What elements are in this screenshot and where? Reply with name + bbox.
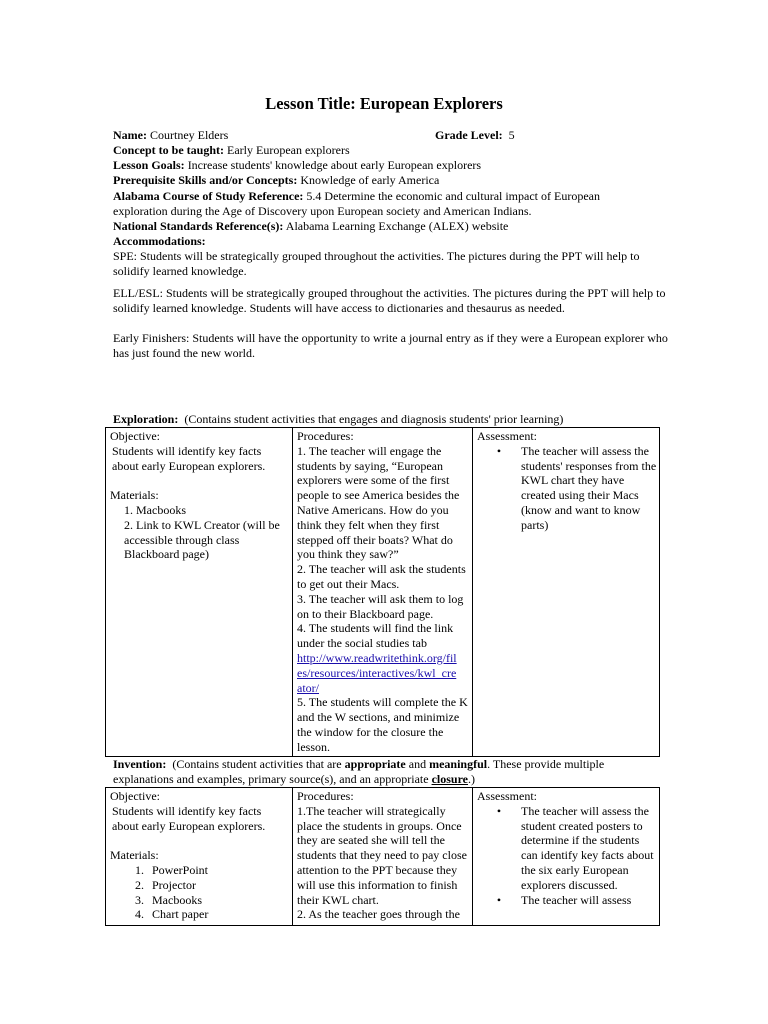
assessment-bullet-item bbox=[477, 804, 657, 893]
objective-text: Students will identify key facts about early European explorers. bbox=[112, 443, 266, 473]
national-value: Alabama Learning Exchange (ALEX) website bbox=[285, 219, 509, 233]
procedure-step: 1.The teacher will strategically place the students in groups. Once they are seated she will tell the students that they need to pay close attention to the PPT because they will use this information to finish their KWL chart. bbox=[297, 803, 467, 907]
alabama-value-1: 5.4 Determine the economic and cultural impact of European bbox=[306, 189, 600, 203]
invention-desc-1: (Contains student activities that are bbox=[172, 757, 342, 771]
material-item bbox=[110, 518, 290, 562]
exploration-procedures-cell bbox=[293, 428, 473, 757]
materials-label: Materials: bbox=[110, 488, 159, 503]
objective-label: Objective: bbox=[110, 429, 160, 443]
material-text: Chart paper bbox=[152, 907, 209, 922]
material-item bbox=[110, 878, 290, 893]
exploration-label: Exploration: bbox=[113, 412, 179, 426]
alabama-line bbox=[113, 189, 600, 204]
material-item-text: 2. Link to KWL Creator (will be accessible through class Blackboard page) bbox=[124, 517, 280, 562]
prereq-value: Knowledge of early America bbox=[300, 173, 440, 187]
exploration-assessment-cell bbox=[473, 428, 660, 757]
appropriate-word: appropriate bbox=[344, 757, 406, 771]
and-word: and bbox=[408, 757, 427, 771]
objective-text: Students will identify key facts about early European explorers. bbox=[112, 803, 266, 833]
accommodation-early-finishers: Early Finishers: Students will have the opportunity to write a journal entry as if they were a European explorer who has just found the new world. bbox=[113, 331, 668, 360]
alabama-value-2: exploration during the Age of Discovery upon European society and American Indians. bbox=[113, 204, 532, 218]
material-item bbox=[110, 863, 290, 878]
exploration-table bbox=[105, 427, 660, 757]
concept-value: Early European explorers bbox=[227, 143, 350, 157]
alabama-label: Alabama Course of Study Reference: bbox=[113, 189, 304, 203]
procedure-step: 2. As the teacher goes through the bbox=[297, 907, 460, 922]
invention-assessment-cell bbox=[473, 788, 660, 926]
kwl-link-part-2[interactable]: es/resources/interactives/kwl_cre bbox=[297, 665, 457, 680]
procedures-label: Procedures: bbox=[297, 789, 354, 803]
material-num: 4. bbox=[135, 907, 144, 922]
material-num: 1. bbox=[135, 862, 144, 877]
assessment-text: The teacher will assess the student created posters to determine if the students can identify key facts about the six early European explorers discussed. bbox=[521, 803, 654, 892]
exploration-desc: (Contains student activities that engages and diagnosis students' prior learning) bbox=[184, 412, 564, 426]
grade-level-line bbox=[435, 128, 515, 143]
invention-desc-3: .) bbox=[468, 772, 476, 786]
accommodation-spe: SPE: Students will be strategically grouped throughout the activities. The pictures during the PPT will help to solidify learned knowledge. bbox=[113, 249, 640, 278]
kwl-link-part-3[interactable]: ator/ bbox=[297, 680, 319, 695]
concept-label: Concept to be taught: bbox=[113, 143, 224, 157]
procedure-step: 4. The students will find the link under the social studies tab bbox=[297, 621, 454, 651]
prereq-line bbox=[113, 173, 439, 188]
material-text: Macbooks bbox=[152, 892, 202, 907]
assessment-bullet-item bbox=[477, 893, 657, 908]
materials-label: Materials: bbox=[110, 848, 159, 863]
procedure-step: 5. The students will complete the K and the W sections, and minimize the window for the closure the lesson. bbox=[297, 695, 468, 754]
name-line bbox=[113, 128, 228, 143]
invention-procedures-cell bbox=[293, 788, 473, 926]
invention-objective-cell bbox=[106, 788, 293, 926]
assessment-label: Assessment: bbox=[477, 789, 537, 803]
material-text: Projector bbox=[152, 877, 196, 892]
bullet-icon: • bbox=[496, 892, 502, 907]
kwl-link-part-1[interactable]: http://www.readwritethink.org/fil bbox=[297, 650, 457, 665]
grade-value: 5 bbox=[508, 128, 515, 142]
concept-line bbox=[113, 143, 350, 158]
invention-desc-2: . These provide multiple explanations and examples, primary source(s), and an appropriate bbox=[113, 757, 605, 786]
procedure-step: 3. The teacher will ask them to log on to their Blackboard page. bbox=[297, 591, 464, 621]
exploration-objective-cell bbox=[106, 428, 293, 757]
bullet-icon: • bbox=[496, 443, 502, 458]
goals-value: Increase students' knowledge about early European explorers bbox=[187, 158, 482, 172]
material-item: 1. Macbooks bbox=[124, 502, 186, 517]
meaningful-word: meaningful bbox=[429, 757, 488, 771]
goals-line bbox=[113, 158, 481, 173]
material-num: 3. bbox=[135, 892, 144, 907]
national-line bbox=[113, 219, 508, 234]
material-text: PowerPoint bbox=[152, 862, 209, 877]
assessment-label: Assessment: bbox=[477, 429, 537, 443]
bullet-icon: • bbox=[496, 803, 502, 818]
exploration-heading bbox=[113, 412, 563, 427]
material-num: 2. bbox=[135, 877, 144, 892]
procedure-step: 2. The teacher will ask the students to get out their Macs. bbox=[297, 562, 466, 591]
name-label: Name: bbox=[113, 128, 147, 142]
name-value: Courtney Elders bbox=[149, 128, 229, 142]
accommodation-ell: ELL/ESL: Students will be strategically grouped throughout the activities. The pictures during the PPT will help to solidify learned knowledge. Students will have access to dictionaries and thesaurus as needed. bbox=[113, 286, 666, 315]
invention-heading bbox=[113, 757, 643, 787]
invention-label: Invention: bbox=[113, 757, 167, 771]
grade-label: Grade Level: bbox=[435, 128, 503, 142]
invention-table bbox=[105, 787, 660, 926]
assessment-bullet-item bbox=[477, 444, 657, 533]
closure-word: closure bbox=[431, 772, 469, 786]
accommodations-label: Accommodations: bbox=[113, 234, 206, 248]
procedure-step: 1. The teacher will engage the students by saying, “European explorers were some of the first people to see America besides the Native Americans. How do you think they felt when they first stepped off their boats? What do you think they saw?” bbox=[297, 443, 460, 562]
material-item bbox=[110, 893, 290, 908]
goals-label: Lesson Goals: bbox=[113, 158, 185, 172]
lesson-title: Lesson Title: European Explorers bbox=[265, 94, 503, 113]
procedures-label: Procedures: bbox=[297, 429, 354, 443]
objective-label: Objective: bbox=[110, 789, 160, 803]
assessment-text: The teacher will assess bbox=[521, 892, 632, 907]
national-label: National Standards Reference(s): bbox=[113, 219, 284, 233]
assessment-text: The teacher will assess the students' responses from the KWL chart they have created using their Macs (know and want to know parts) bbox=[521, 443, 657, 532]
material-item bbox=[110, 907, 290, 922]
prereq-label: Prerequisite Skills and/or Concepts: bbox=[113, 173, 298, 187]
